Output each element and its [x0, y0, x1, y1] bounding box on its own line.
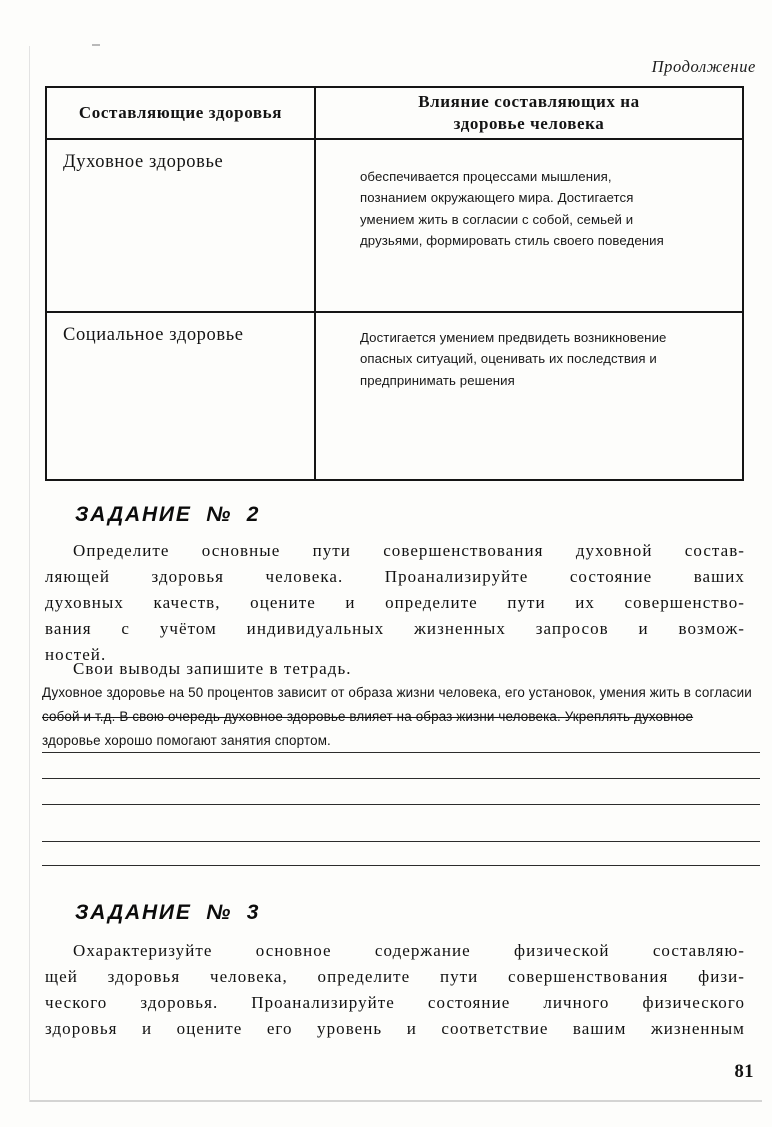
ruled-writing-line [42, 778, 760, 779]
table-row-spiritual-influence [316, 140, 742, 313]
table-row-social-component [47, 313, 316, 479]
page-number: 81 [734, 1062, 754, 1082]
task2-paragraph-line: духовных качеств, оцените и определите пути их совершенство- [45, 593, 745, 612]
task3-paragraph [45, 938, 745, 1042]
task2-paragraph-line: вания с учётом индивидуальных жизненных запросов и возмож- [45, 619, 745, 638]
table-header-components [47, 88, 316, 140]
task3-paragraph-line: щей здоровья человека, определите пути совершенствования физи- [45, 967, 745, 986]
ruled-writing-line [42, 865, 760, 866]
answer-line: Духовное здоровье на 50 процентов зависит от образа жизни человека, его установок, умения жить в согласии [42, 685, 752, 700]
scan-artifact-left-line [29, 46, 30, 1102]
continuation-label: Продолжение [651, 57, 756, 76]
task2-paragraph-line: Определите основные пути совершенствования духовной состав- [73, 541, 745, 560]
task2-paragraph [45, 538, 745, 668]
task2-paragraph-line: ляющей здоровья человека. Проанализируйте состояние ваших [45, 567, 745, 586]
answer-line-struck: собой и т.д. В свою очередь духовное здоровье влияет на образ жизни человека. Укреплять духовное [42, 709, 694, 724]
task2-answer-block [42, 681, 760, 753]
task3-paragraph-line: здоровья и оцените его уровень и соответствие вашим жизненным [45, 1019, 745, 1038]
table-header-influence-label: Влияние составляющих на здоровье человека [418, 91, 640, 133]
table-row-social-influence [316, 313, 742, 479]
influence-text: Достигается умением предвидеть возникновение опасных ситуаций, оценивать их последствия и предпринимать решения [360, 330, 667, 388]
task2-paragraph-line: ностей. [45, 645, 107, 664]
table-row-spiritual-component [47, 140, 316, 313]
task3-paragraph-line: Охарактеризуйте основное содержание физической составляю- [73, 941, 745, 960]
answer-line: здоровье хорошо помогают занятия спортом. [42, 733, 331, 748]
task3-heading: ЗАДАНИЕ № 3 [75, 901, 261, 924]
scan-artifact-speck [92, 44, 100, 46]
health-components-table [45, 86, 744, 481]
ruled-writing-line [42, 841, 760, 842]
task2-instruction: Свои выводы запишите в тетрадь. [73, 659, 352, 678]
ruled-writing-line [42, 804, 760, 805]
component-label: Духовное здоровье [63, 152, 224, 172]
component-label: Социальное здоровье [63, 325, 244, 345]
task3-paragraph-line: ческого здоровья. Проанализируйте состояние личного физического [45, 993, 745, 1012]
table-header-influence [316, 88, 742, 140]
ruled-writing-line [42, 752, 760, 753]
scan-artifact-bottom-line [30, 1100, 762, 1102]
influence-text: обеспечивается процессами мышления, познанием окружающего мира. Достигается умением жить в согласии с собой, семьей и друзьями, формировать стиль своего поведения [360, 169, 664, 249]
table-header-components-label: Составляющие здоровья [78, 102, 283, 122]
task2-heading: ЗАДАНИЕ № 2 [75, 503, 261, 526]
